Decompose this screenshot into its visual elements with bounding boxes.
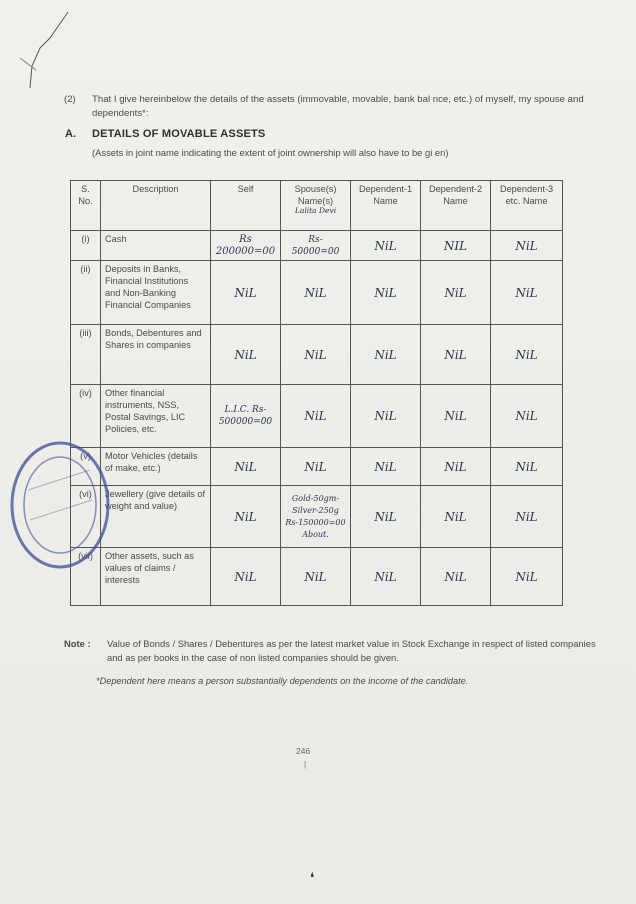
header-spouse-label: Spouse(s) Name(s) — [294, 184, 337, 206]
table-row — [71, 231, 563, 261]
row-dependent-1: NiL — [351, 385, 421, 448]
movable-assets-table — [70, 180, 563, 606]
table-row — [71, 261, 563, 325]
spouse-name: Lalita Devi — [294, 206, 337, 215]
note-text: Value of Bonds / Shares / Debentures as per the latest market value in Stock Exchange in respect of listed companies and as per books in the case of non listed companies should be given. — [107, 638, 596, 663]
header-self: Self — [211, 181, 281, 231]
table-row — [71, 385, 563, 448]
row-description: Other financial instruments, NSS, Postal Savings, LIC Policies, etc. — [101, 385, 211, 448]
row-sno: (vi) — [71, 486, 101, 548]
row-dependent-2: NiL — [421, 448, 491, 486]
row-dependent-2: NiL — [421, 548, 491, 606]
table-row — [71, 448, 563, 486]
row-self: Rs 200000=00 — [211, 231, 281, 261]
row-dependent-2: NIL — [421, 231, 491, 261]
row-dependent-1: NiL — [351, 448, 421, 486]
row-sno: (i) — [71, 231, 101, 261]
row-dependent-1: NiL — [351, 261, 421, 325]
row-dependent-3: NiL — [491, 231, 563, 261]
row-dependent-2: NiL — [421, 261, 491, 325]
row-self: NiL — [211, 325, 281, 385]
row-dependent-3: NiL — [491, 486, 563, 548]
table-row — [71, 486, 563, 548]
row-dependent-1: NiL — [351, 231, 421, 261]
row-description: Jewellery (give details of weight and value) — [101, 486, 211, 548]
row-dependent-1: NiL — [351, 486, 421, 548]
table-row — [71, 548, 563, 606]
row-self: NiL — [211, 486, 281, 548]
row-sno: (v) — [71, 448, 101, 486]
header-dependent-2: Dependent-2 Name — [421, 181, 491, 231]
row-self: NiL — [211, 261, 281, 325]
row-spouse: NiL — [281, 261, 351, 325]
header-dependent-3: Dependent-3 etc. Name — [491, 181, 563, 231]
bottom-mark: ❛ — [310, 870, 315, 885]
header-sno: S. No. — [71, 181, 101, 231]
row-spouse: NiL — [281, 325, 351, 385]
row-dependent-3: NiL — [491, 548, 563, 606]
row-sno: (iv) — [71, 385, 101, 448]
row-spouse: NiL — [281, 548, 351, 606]
header-spouse — [281, 181, 351, 231]
row-sno: (ii) — [71, 261, 101, 325]
section-title: DETAILS OF MOVABLE ASSETS — [92, 128, 266, 140]
row-description: Deposits in Banks, Financial Institutions and Non-Banking Financial Companies — [101, 261, 211, 325]
row-self: NiL — [211, 548, 281, 606]
row-description: Bonds, Debentures and Shares in companies — [101, 325, 211, 385]
row-description: Cash — [101, 231, 211, 261]
row-dependent-2: NiL — [421, 385, 491, 448]
table-row — [71, 325, 563, 385]
page-number: 246 — [296, 746, 311, 756]
paragraph-number: (2) — [64, 94, 76, 105]
page-tick: | — [304, 760, 307, 769]
row-sno: (vii) — [71, 548, 101, 606]
section-letter: A. — [65, 128, 76, 140]
row-sno: (iii) — [71, 325, 101, 385]
row-dependent-3: NiL — [491, 325, 563, 385]
row-dependent-1: NiL — [351, 325, 421, 385]
row-dependent-3: NiL — [491, 448, 563, 486]
row-self: NiL — [211, 448, 281, 486]
note-label: Note : — [64, 638, 91, 649]
section-subtitle: (Assets in joint name indicating the extent of joint ownership will also have to be gi en) — [92, 147, 449, 158]
row-spouse: NiL — [281, 385, 351, 448]
header-dependent-1: Dependent-1 Name — [351, 181, 421, 231]
row-spouse: NiL — [281, 448, 351, 486]
row-description: Other assets, such as values of claims / interests — [101, 548, 211, 606]
row-spouse: Rs-50000=00 — [281, 231, 351, 261]
header-description: Description — [101, 181, 211, 231]
table-header-row — [71, 181, 563, 231]
row-dependent-1: NiL — [351, 548, 421, 606]
official-seal — [10, 430, 130, 580]
row-description: Motor Vehicles (details of make, etc.) — [101, 448, 211, 486]
row-spouse: Gold-50gm- Silver-250g Rs-150000=00 About. — [281, 486, 351, 548]
row-dependent-2: NiL — [421, 325, 491, 385]
row-self: L.I.C. Rs-500000=00 — [211, 385, 281, 448]
footnote: *Dependent here means a person substantially dependents on the income of the candidate. — [96, 676, 469, 686]
paragraph-text: That I give hereinbelow the details of the assets (immovable, movable, bank bal nce, etc.) of myself, my spouse and dependents*: — [92, 94, 584, 119]
row-dependent-3: NiL — [491, 385, 563, 448]
row-dependent-2: NiL — [421, 486, 491, 548]
row-dependent-3: NiL — [491, 261, 563, 325]
